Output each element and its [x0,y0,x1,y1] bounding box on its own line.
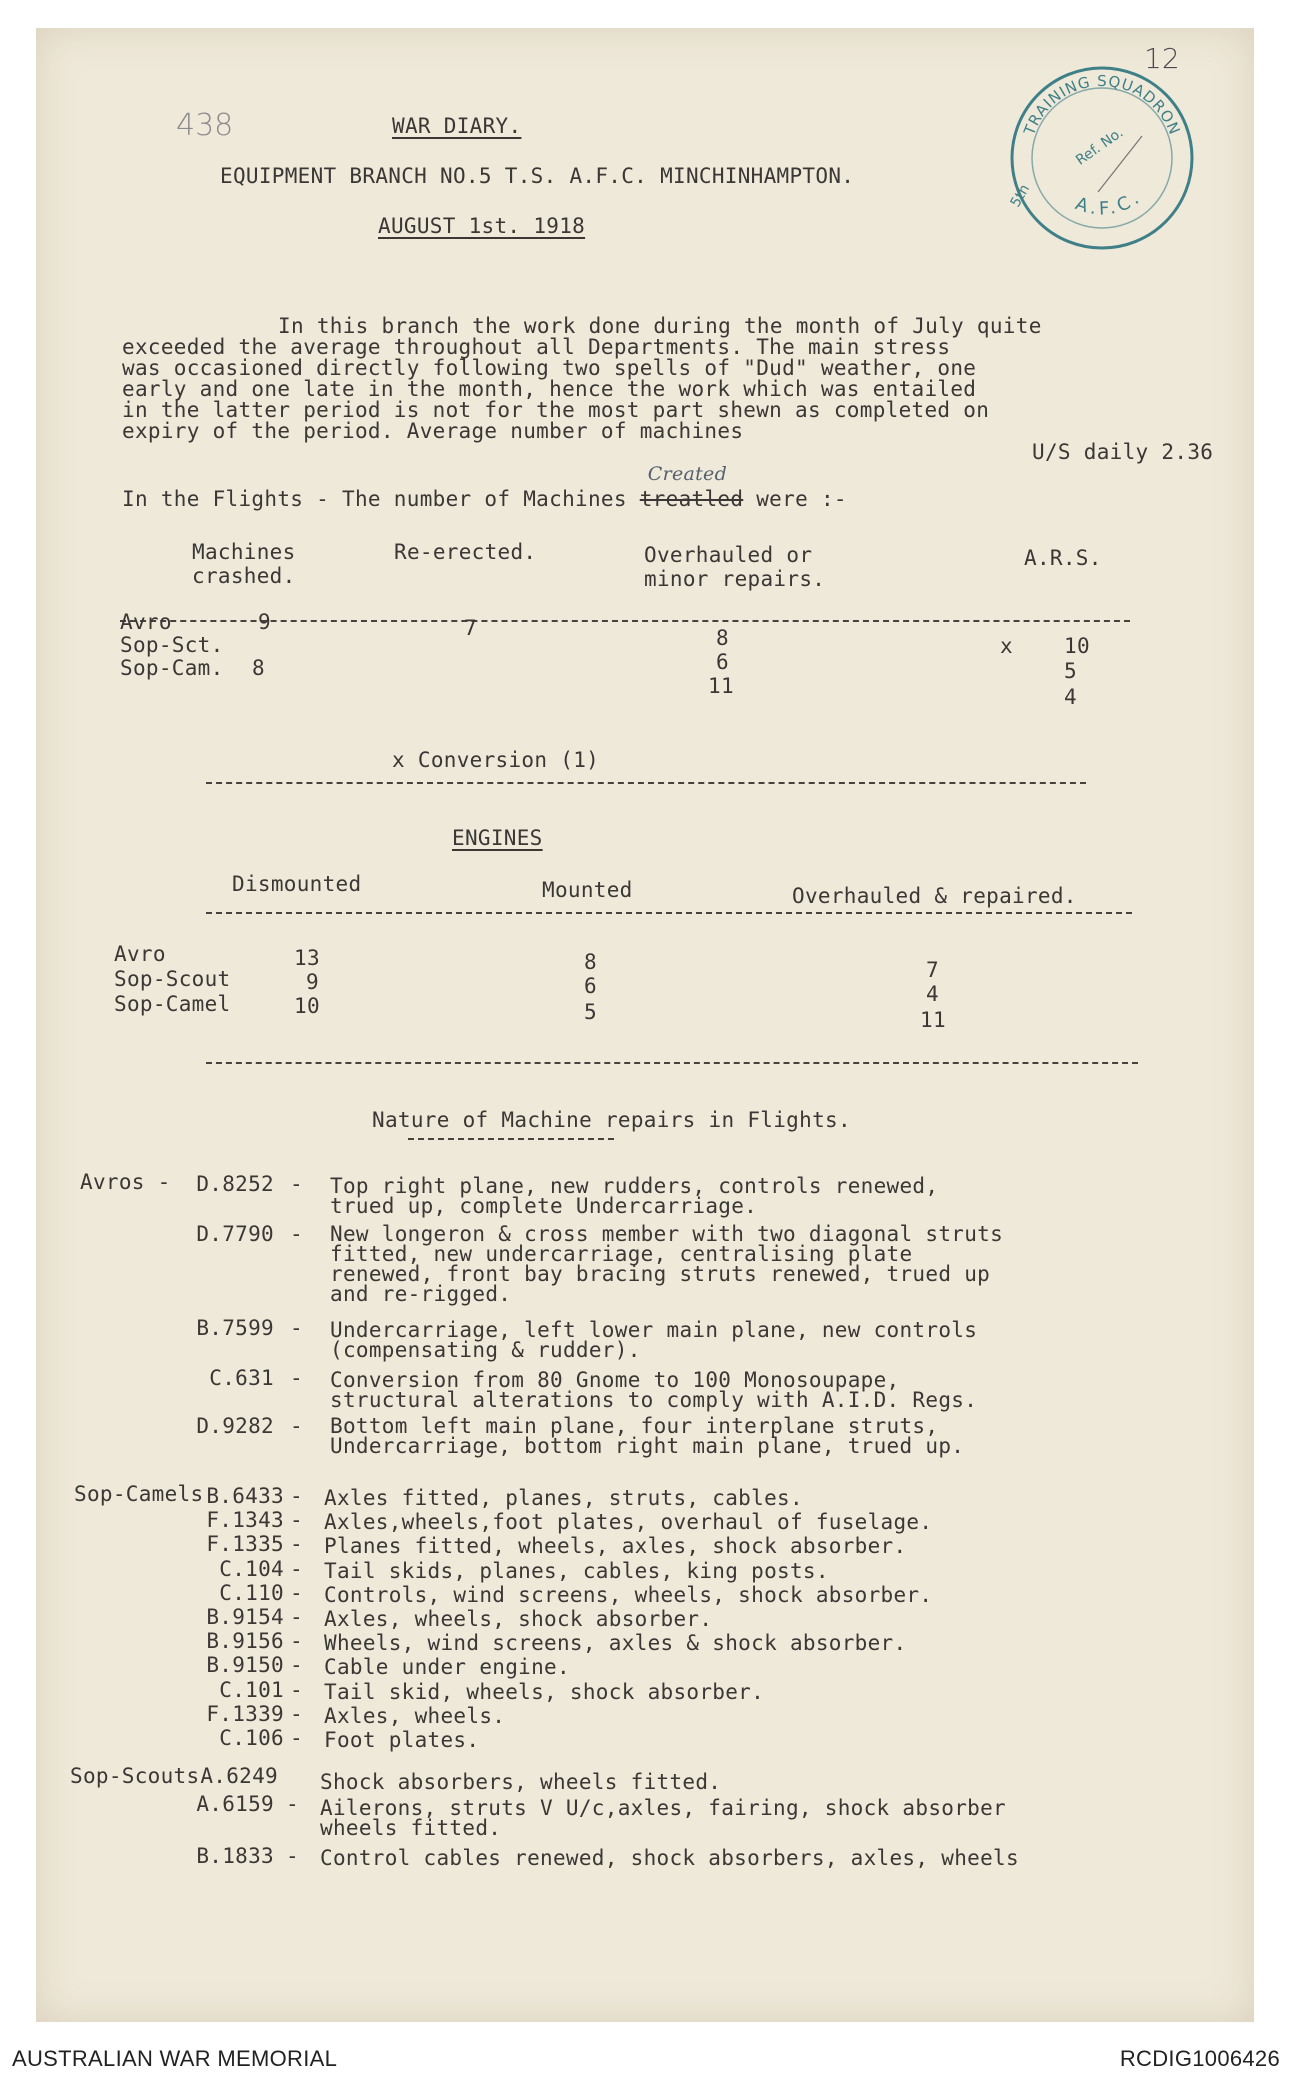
conversion-note: x Conversion (1) [392,748,600,772]
serial: B.1833 [196,1844,274,1868]
row-type: Sop-Sct. [120,633,224,657]
repair-line: Axles fitted, planes, struts, cables. [324,1486,803,1510]
serial: C.631 [209,1366,274,1390]
dash-marker: - [290,1484,303,1508]
svg-text:A.F.C. [1073,186,1146,219]
repair-line: Foot plates. [324,1728,480,1752]
serial: F.1335 [206,1532,284,1556]
cell-engine-overhauled: 11 [920,1008,946,1032]
dash-marker: - [290,1726,303,1750]
intro-line: In this branch the work done during the month of July quite [278,314,1042,338]
serial: B.7599 [196,1316,274,1340]
intro-line: exceeded the average throughout all Departments. The main stress [122,335,951,359]
cell-overhauled: 8 [716,626,729,650]
cell-mounted: 5 [584,1000,597,1024]
section-label: Sop-Camels [74,1482,204,1506]
dash-marker: - [290,1605,303,1629]
serial: C.104 [219,1557,284,1581]
repair-line: structural alterations to comply with A.I.D. Regs. [330,1388,978,1412]
cell-mounted: 6 [584,974,597,998]
engines-heading: ENGINES [452,826,543,850]
dash-marker: - [290,1702,303,1726]
repair-line: and re-rigged. [330,1282,512,1306]
doc-subtitle: EQUIPMENT BRANCH NO.5 T.S. A.F.C. MINCHINHAMPTON. [220,164,855,188]
repair-line: Bottom left main plane, four interplane struts, [330,1414,939,1438]
stamp-bottom-text: A.F.C. [1072,186,1147,220]
dash-marker: - [290,1653,303,1677]
cell-dismounted: 13 [294,946,320,970]
intro-line: was occasioned directly following two spells of "Dud" weather, one [122,356,977,380]
row-type: Sop-Cam. [120,656,224,680]
cell-mounted: 8 [584,950,597,974]
repair-line: Top right plane, new rudders, controls renewed, [330,1174,939,1198]
cell-engine-overhauled: 7 [926,958,939,982]
dash-marker: - [290,1532,303,1556]
repair-line: renewed, front bay bracing struts renewed, trued up [330,1262,991,1286]
serial: F.1343 [206,1508,284,1532]
repair-line: Tail skids, planes, cables, king posts. [324,1559,829,1583]
stamp-ref-label: Ref. No. [1073,124,1127,169]
repair-line: Wheels, wind screens, axles & shock absorber. [324,1631,907,1655]
col-header-engine-overhauled: Overhauled & repaired. [792,884,1077,908]
doc-date: AUGUST 1st. 1918 [378,214,586,238]
cell-dismounted: 9 [306,970,319,994]
handwritten-correction: Created [647,463,728,485]
cell-crashed: 9 [258,610,271,634]
col-header-mounted: Mounted [542,878,633,902]
cell-overhauled: 6 [716,650,729,674]
repair-line: Ailerons, struts V U/c,axles, fairing, shock absorber [320,1796,1006,1820]
row-type: Sop-Scout [114,967,231,991]
divider [120,620,1130,622]
cell-ars: 10 [1064,634,1090,658]
cell-rerected: 7 [464,616,477,640]
dash-marker: - [290,1508,303,1532]
serial: D.9282 [196,1414,274,1438]
repair-line: Conversion from 80 Gnome to 100 Monosoupape, [330,1368,900,1392]
repair-line: Cable under engine. [324,1655,570,1679]
repair-line: New longeron & cross member with two diagonal struts [330,1222,1004,1246]
cell-crashed: 8 [252,656,265,680]
repair-line: Undercarriage, left lower main plane, new controls [330,1318,978,1342]
col-header-dismounted: Dismounted [232,872,362,896]
col-header-overhauled: Overhauled or minor repairs. [644,543,826,591]
row-type: Sop-Camel [114,992,231,1016]
intro-line: in the latter period is not for the most part shewn as completed on [122,398,990,422]
cell-overhauled: 11 [708,674,734,698]
stamp-prefix: 5th [1007,181,1034,210]
repair-line: Shock absorbers, wheels fitted. [320,1770,722,1794]
serial: D.8252 [196,1172,274,1196]
serial: A.6159 [196,1792,274,1816]
row-type: Avro [114,942,166,966]
page-number: 12 [1144,42,1180,75]
serial: B.9150 [206,1653,284,1677]
divider [206,1062,1138,1064]
serial: B.9156 [206,1629,284,1653]
repair-line: fitted, new undercarriage, centralising plate [330,1242,913,1266]
flights-intro: In the Flights - The number of Machines treatled Created were :- [122,463,847,511]
divider [206,912,1132,914]
footer-right: RCDIG1006426 [1119,2046,1280,2071]
repair-line: Axles, wheels. [324,1704,506,1728]
repair-line: wheels fitted. [320,1816,502,1840]
divider [206,782,1086,784]
serial: F.1339 [206,1702,284,1726]
serial: B.6433 [206,1484,284,1508]
repair-line: (compensating & rudder). [330,1338,641,1362]
serial: C.110 [219,1581,284,1605]
archive-reference: 438 [176,108,234,143]
squadron-stamp [1002,58,1202,258]
serial: A.6249 [200,1764,278,1788]
repair-line: Axles, wheels, shock absorber. [324,1607,713,1631]
struck-word: treatled [639,487,744,511]
intro-line: expiry of the period. Average number of machines [122,419,744,443]
dash-marker: - [290,1581,303,1605]
stamp-top-text: TRAINING SQUADRON [1020,71,1184,138]
dash-marker: - [290,1629,303,1653]
document-page: 438 12 WAR DIARY. EQUIPMENT BRANCH NO.5 T.S. A.F.C. MINCHINHAMPTON. AUGUST 1st. 1918 In this branch the work done during the month of July quite exceeded the average throughout all Departments. The main stress was occasioned directly following two spells of "Dud" weather, one early and one late in the month, hence the work which was entailed in the latter period is not for the most part shewn as completed on expiry of the period. Average number of machines U/S daily 2.36 In the Flights - The number of Machines treatled Created were :- Machines crashed. Re-erected. Overhauled or minor repairs. A.R.S. Avro 9 7 8 x 10 Sop-Sct. 6 5 Sop-Cam. 8 11 4 x Conversion (1) ENGINES Dismounted Mounted Overhauled & repaired. Avro 13 8 7 Sop-Scout 9 6 4 Sop-Camel 10 5 11 Nature of Machine repairs in Flights. Avros - D.8252 - Top right plane, new rudders, controls renewed, trued up, complete Undercarriage. D.7790 - New longeron & cross member with two diagonal struts fitted, new undercarriage, centralising plate renewed, front bay bracing struts renewed, trued up and re-rigged. B.7599 - Undercarriage, left lower main plane, new controls (compensating & rudder). C.631 - Conversion from 80 Gnome to 100 Monosoupape, structural alterations to comply with A.I.D. Regs. D.9282 - Bottom left main plane, four interplane struts, Undercarriage, bottom right main plane, trued up. Sop-Camels B.6433 - Axles fitted, planes, struts, cables. F.1343 - Axles,wheels,foot plates, overhaul of fuselage. F.1335 - Planes fitted, wheels, axles, shock absorber. C.104 - Tail skids, planes, cables, king posts. C.110 - Controls, wind screens, wheels, shock absorber. B.9154 - Axles, wheels, shock absorber. B.9156 - Wheels, wind screens, axles & shock absorber. B.9150 - Cable under engine. C.101 - Tail skid, wheels, shock absorber. F.1339 - Axles, wheels. C.106 - Foot plates. Sop-Scouts A.6249 Shock absorbers, wheels fitted. A.6159 - Ailerons, struts V U/c,axles, fairing, shock absorber wheels fitted. B.1833 - Control cables renewed, shock absorbers, axles, wheels TRAINING SQUADRON 5th Ref. No. A.F.C. [36,28,1254,2022]
repair-line: Tail skid, wheels, shock absorber. [324,1680,765,1704]
cell-ars: 4 [1064,685,1077,709]
col-header-crashed: Machines crashed. [192,540,296,588]
col-header-rerected: Re-erected. [394,540,537,564]
cell-ars: 5 [1064,659,1077,683]
repair-line: Controls, wind screens, wheels, shock absorber. [324,1583,933,1607]
serial: D.7790 [196,1222,274,1246]
repair-line: Axles,wheels,foot plates, overhaul of fuselage. [324,1510,933,1534]
serial: C.101 [219,1678,284,1702]
dash-marker: - [290,1557,303,1581]
divider [408,1138,614,1140]
repair-line: trued up, complete Undercarriage. [330,1194,758,1218]
section-label: Sop-Scouts [70,1764,200,1788]
repairs-heading: Nature of Machine repairs in Flights. [372,1108,851,1132]
row-type: Avro [120,610,172,634]
conversion-mark: x [1000,634,1013,658]
doc-title: WAR DIARY. [392,114,522,138]
cell-engine-overhauled: 4 [926,982,939,1006]
repair-line: Control cables renewed, shock absorbers, axles, wheels [320,1846,1019,1870]
repair-line: Planes fitted, wheels, axles, shock absorber. [324,1534,907,1558]
col-header-ars: A.R.S. [1024,546,1102,570]
intro-line: early and one late in the month, hence the work which was entailed [122,377,977,401]
dash-marker: - [290,1678,303,1702]
footer-left: AUSTRALIAN WAR MEMORIAL [12,2046,338,2071]
repair-line: Undercarriage, bottom right main plane, trued up. [330,1434,965,1458]
svg-text:TRAINING SQUADRON [1020,72,1184,139]
section-label: Avros - [80,1170,171,1194]
serial: B.9154 [206,1605,284,1629]
serial: C.106 [219,1726,284,1750]
us-daily-average: U/S daily 2.36 [1032,440,1214,464]
cell-dismounted: 10 [294,994,320,1018]
